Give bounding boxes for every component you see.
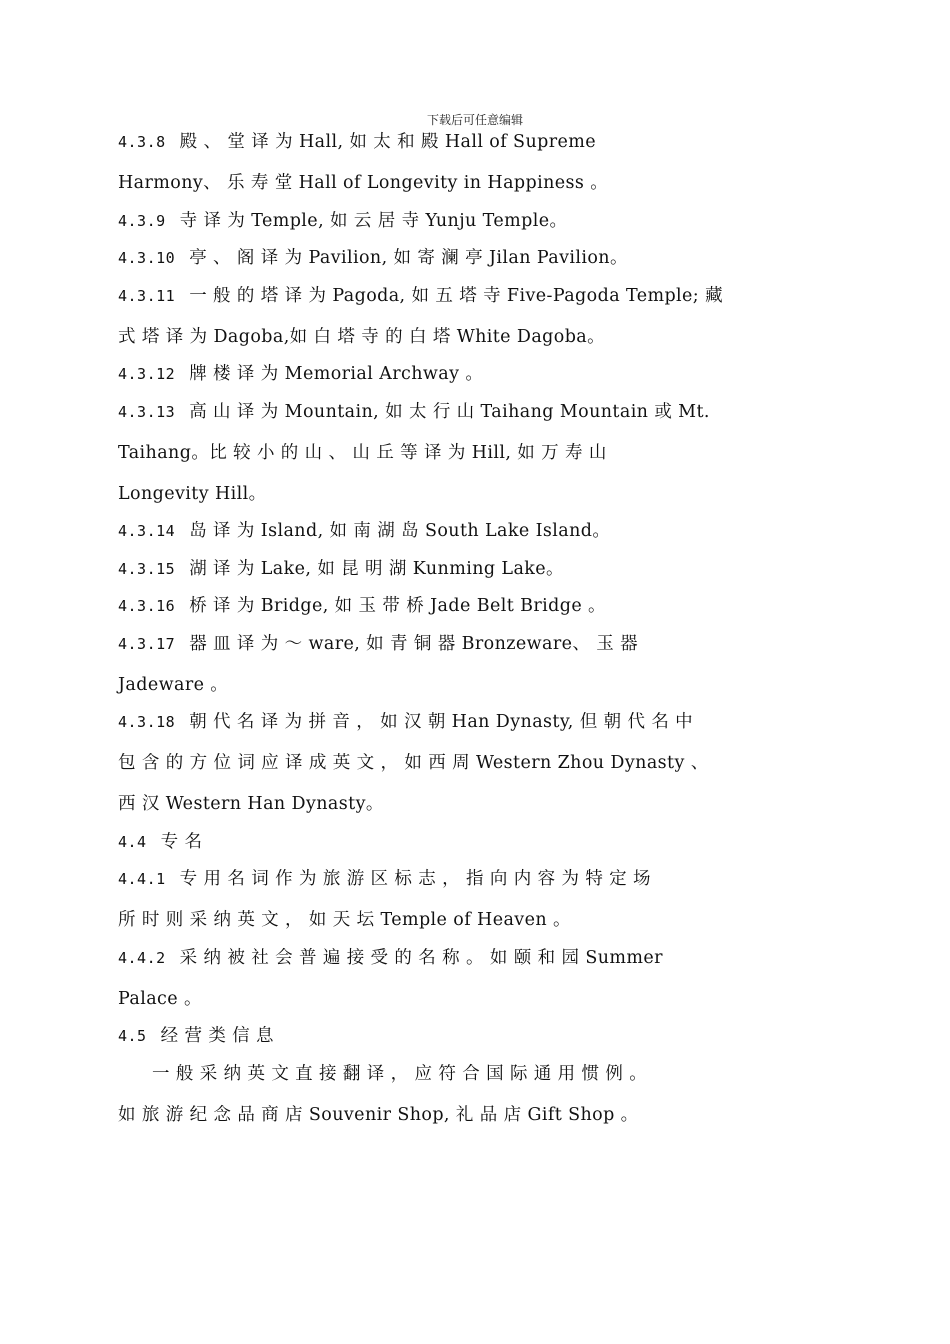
section-number: 4.3.18 <box>118 713 176 731</box>
text-line <box>118 1022 842 1060</box>
section-number: 4.3.12 <box>118 365 176 383</box>
line-text: 经 营 类 信 息 <box>160 1026 274 1046</box>
section-number: 4.3.13 <box>118 402 176 421</box>
line-text: Jadeware 。 <box>118 674 229 695</box>
text-line <box>118 749 842 790</box>
section-number: 4.3.17 <box>118 634 176 653</box>
text-line <box>118 630 842 671</box>
text-line <box>118 790 842 828</box>
section-number: 4.5 <box>118 1027 147 1045</box>
text-line <box>118 944 842 985</box>
text-line <box>118 1101 842 1139</box>
text-line <box>118 1060 842 1101</box>
text-line <box>118 282 842 323</box>
line-text: 器 皿 译 为 ～ ware, 如 青 铜 器 Bronzeware、 玉 器 <box>189 633 638 654</box>
section-number: 4.4.1 <box>118 870 166 888</box>
section-number: 4.4 <box>118 832 147 851</box>
section-number: 4.3.15 <box>118 559 176 578</box>
header-note: 下载后可任意编辑 <box>426 113 523 127</box>
text-line <box>118 480 842 518</box>
text-line <box>118 128 842 169</box>
section-number: 4.3.14 <box>118 522 176 540</box>
line-text: 岛 译 为 Island, 如 南 湖 岛 South Lake Island。 <box>189 521 611 541</box>
line-text: 一 般 的 塔 译 为 Pagoda, 如 五 塔 寺 Five-Pagoda Temple; 藏 <box>189 285 723 306</box>
text-line <box>118 323 842 361</box>
line-text: 桥 译 为 Bridge, 如 玉 带 桥 Jade Belt Bridge 。 <box>189 596 606 616</box>
text-line <box>118 906 842 944</box>
line-text: 专 用 名 词 作 为 旅 游 区 标 志 ， 指 向 内 容 为 特 定 场 <box>179 869 651 889</box>
line-text: 一 般 采 纳 英 文 直 接 翻 译 ， 应 符 合 国 际 通 用 惯 例 。 <box>152 1063 648 1084</box>
text-line <box>118 555 842 593</box>
line-text: 专 名 <box>160 831 203 852</box>
text-line <box>118 169 842 207</box>
line-text: 牌 楼 译 为 Memorial Archway 。 <box>189 364 484 384</box>
line-text: 寺 译 为 Temple, 如 云 居 寺 Yunju Temple。 <box>179 210 568 231</box>
line-text: Taihang。比 较 小 的 山 、 山 丘 等 译 为 Hill, 如 万 寿 山 <box>118 442 607 463</box>
section-number: 4.3.16 <box>118 597 176 615</box>
text-line <box>118 671 842 709</box>
text-line <box>118 592 842 630</box>
line-text: 高 山 译 为 Mountain, 如 太 行 山 Taihang Mountain 或 Mt. <box>189 401 710 422</box>
text-line <box>118 398 842 439</box>
line-text: 包 含 的 方 位 词 应 译 成 英 文 ， 如 西 周 Western Zhou Dynasty 、 <box>118 753 709 773</box>
text-line <box>118 985 842 1023</box>
section-number: 4.3.10 <box>118 249 176 267</box>
line-text: 湖 译 为 Lake, 如 昆 明 湖 Kunming Lake。 <box>189 558 564 579</box>
text-line <box>118 439 842 480</box>
section-number: 4.3.11 <box>118 286 176 305</box>
text-line <box>118 244 842 282</box>
line-text: 西 汉 Western Han Dynasty。 <box>118 794 384 814</box>
section-number: 4.3.9 <box>118 211 166 230</box>
line-text: 亭 、 阁 译 为 Pavilion, 如 寄 澜 亭 Jilan Pavilion。 <box>189 248 628 268</box>
section-number: 4.3.8 <box>118 133 166 151</box>
line-text: Longevity Hill。 <box>118 483 267 504</box>
line-text: 殿 、 堂 译 为 Hall, 如 太 和 殿 Hall of Supreme <box>179 132 596 152</box>
line-text: Harmony、 乐 寿 堂 Hall of Longevity in Happiness 。 <box>118 173 609 193</box>
document-body <box>118 128 842 1138</box>
line-text: 采 纳 被 社 会 普 遍 接 受 的 名 称 。 如 颐 和 园 Summer <box>179 947 663 968</box>
line-text: 如 旅 游 纪 念 品 商 店 Souvenir Shop, 礼 品 店 Gift Shop 。 <box>118 1104 639 1125</box>
line-text: 所 时 则 采 纳 英 文 ， 如 天 坛 Temple of Heaven 。 <box>118 910 571 930</box>
text-line <box>118 828 842 866</box>
text-line <box>118 517 842 555</box>
text-line <box>118 865 842 906</box>
text-line <box>118 708 842 749</box>
text-line <box>118 207 842 245</box>
line-text: 式 塔 译 为 Dagoba,如 白 塔 寺 的 白 塔 White Dagoba。 <box>118 326 606 347</box>
line-text: 朝 代 名 译 为 拼 音 ， 如 汉 朝 Han Dynasty, 但 朝 代 名 中 <box>189 712 694 732</box>
text-line <box>118 360 842 398</box>
line-text: Palace 。 <box>118 988 202 1009</box>
section-number: 4.4.2 <box>118 948 166 967</box>
